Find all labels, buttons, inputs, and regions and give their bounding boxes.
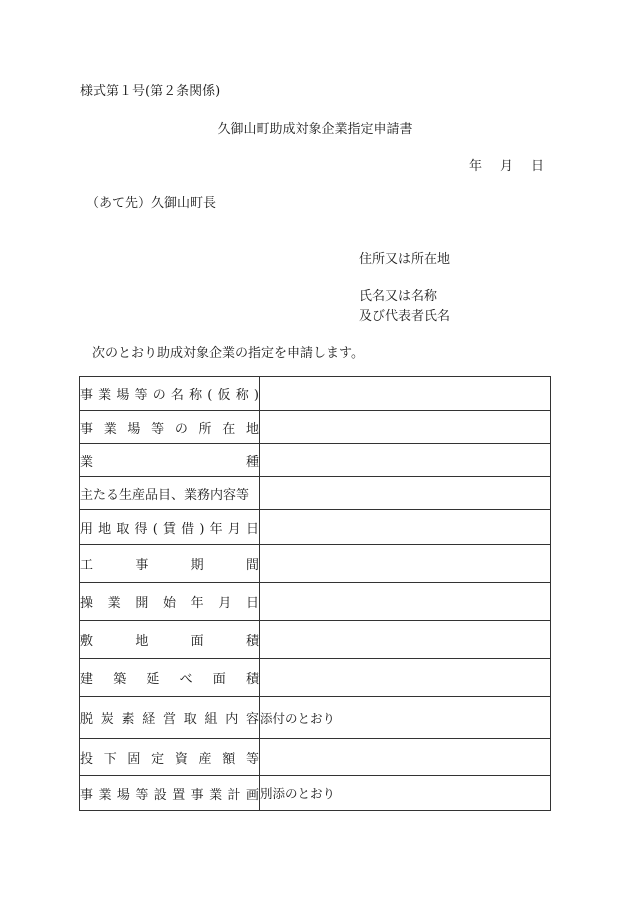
table-row [80,739,551,776]
row-value-cell [260,510,551,545]
row-value-cell [260,659,551,697]
row-label: 工事期間 [80,558,259,573]
row-label-cell [80,659,260,697]
row-label-cell [80,697,260,739]
intro-text: 次のとおり助成対象企業の指定を申請します。 [92,346,364,361]
row-label-cell [80,545,260,583]
document-title: 久御山町助成対象企業指定申請書 [217,122,413,137]
row-value-cell [260,545,551,583]
row-label: 事業場等の名称(仮称) [80,388,259,403]
row-label-cell [80,411,260,444]
table-row [80,377,551,411]
row-label: 事業場等の所在地 [80,421,259,437]
row-value-cell [260,583,551,621]
row-value-cell [260,444,551,477]
row-label-cell [80,477,260,510]
addressee: （あて先）久御山町長 [86,196,217,211]
table-row [80,776,551,811]
date-month: 月 [499,159,513,174]
table-row [80,659,551,697]
table-row [80,411,551,444]
row-label: 操業開始年月日 [80,596,259,611]
table-row [80,477,551,510]
applicant-name-label: 氏名又は名称 [359,289,438,304]
row-label: 主たる生産品目、業務内容等 [80,487,250,503]
row-label: 脱炭素経営取組内容 [80,712,259,727]
row-label: 建築延べ面積 [80,672,259,687]
row-value-cell [260,477,551,510]
row-value-cell [260,411,551,444]
row-value-cell: 別添のとおり [260,776,551,811]
row-label: 敷地面積 [80,634,259,649]
row-label-cell [80,583,260,621]
row-value-cell [260,621,551,659]
row-label-cell [80,739,260,776]
row-label: 業種 [80,454,259,470]
table-row [80,545,551,583]
row-label-cell [80,621,260,659]
applicant-representative-label: 及び代表者氏名 [359,309,451,324]
row-value-cell: 添付のとおり [260,697,551,739]
date-line [469,155,544,174]
date-day: 日 [530,159,544,174]
date-year: 年 [468,159,482,174]
table-row [80,621,551,659]
table-row [80,697,551,739]
row-label: 投下固定資産額等 [80,751,259,767]
form-number: 様式第１号(第２条関係) [80,84,221,99]
application-table [79,376,551,811]
table-row [80,510,551,545]
row-label-cell [80,510,260,545]
row-label: 事業場等設置事業計画 [80,787,259,803]
row-label-cell [80,377,260,411]
row-value-cell [260,739,551,776]
applicant-address-label: 住所又は所在地 [359,252,451,267]
table-row [80,583,551,621]
table-row [80,444,551,477]
row-label-cell [80,444,260,477]
row-label: 用地取得(賃借)年月日 [80,521,259,537]
row-value-cell [260,377,551,411]
row-label-cell [80,776,260,811]
